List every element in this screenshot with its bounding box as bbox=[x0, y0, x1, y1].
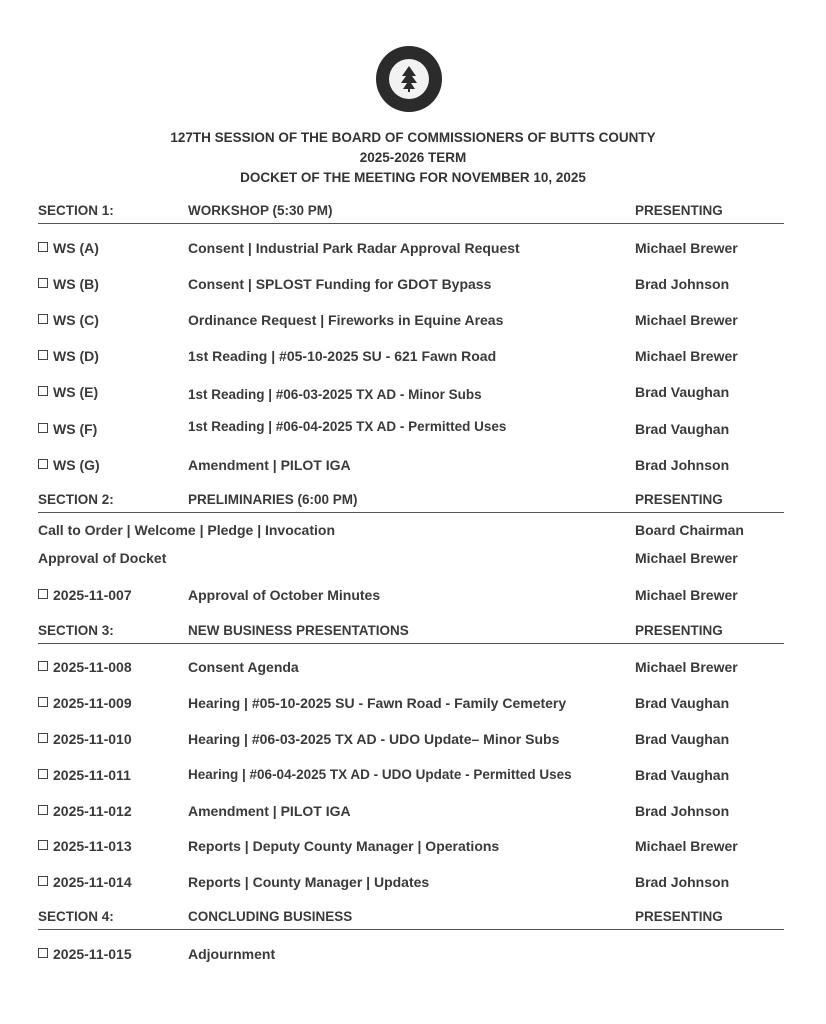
docket-item bbox=[38, 767, 784, 789]
presenting-header: PRESENTING bbox=[635, 203, 723, 218]
item-presenter: Michael Brewer bbox=[635, 348, 738, 364]
docket-item bbox=[38, 659, 784, 681]
docket-title: DOCKET OF THE MEETING FOR NOVEMBER 10, 2025 bbox=[240, 170, 586, 185]
item-id: 2025-11-008 bbox=[53, 659, 132, 675]
item-title: Hearing | #06-03-2025 TX AD - UDO Update– Minor Subs bbox=[188, 731, 560, 747]
docket-item bbox=[38, 421, 784, 443]
item-title: Approval of October Minutes bbox=[188, 587, 381, 603]
docket-item bbox=[38, 695, 784, 717]
docket-item bbox=[38, 731, 784, 753]
docket-item bbox=[38, 240, 784, 262]
docket-item bbox=[38, 384, 784, 406]
item-presenter: Michael Brewer bbox=[635, 838, 738, 854]
item-id: 2025-11-015 bbox=[53, 946, 132, 962]
section-label: SECTION 4: bbox=[38, 909, 114, 924]
item-id: WS (A) bbox=[53, 240, 99, 256]
docket-plain-item bbox=[38, 522, 784, 544]
checkbox[interactable] bbox=[38, 386, 48, 396]
item-title: Consent Agenda bbox=[188, 659, 299, 675]
docket-item bbox=[38, 946, 784, 968]
item-presenter: Brad Vaughan bbox=[635, 767, 730, 783]
county-seal-logo bbox=[376, 46, 442, 112]
item-title: Call to Order | Welcome | Pledge | Invocation bbox=[38, 522, 336, 538]
item-title: 1st Reading | #06-04-2025 TX AD - Permitted Uses bbox=[188, 419, 507, 434]
item-title: Hearing | #05-10-2025 SU - Fawn Road - Family Cemetery bbox=[188, 695, 567, 711]
item-id: WS (G) bbox=[53, 457, 100, 473]
checkbox[interactable] bbox=[38, 733, 48, 743]
tree-icon bbox=[389, 59, 429, 99]
docket-item bbox=[38, 312, 784, 334]
item-id: 2025-11-014 bbox=[53, 874, 132, 890]
item-id: WS (C) bbox=[53, 312, 99, 328]
checkbox[interactable] bbox=[38, 314, 48, 324]
docket-item bbox=[38, 838, 784, 860]
item-presenter: Michael Brewer bbox=[635, 587, 738, 603]
checkbox[interactable] bbox=[38, 661, 48, 671]
item-id: WS (D) bbox=[53, 348, 99, 364]
docket-item bbox=[38, 874, 784, 896]
item-title: Amendment | PILOT IGA bbox=[188, 457, 351, 473]
item-title: Adjournment bbox=[188, 946, 276, 962]
docket-item bbox=[38, 587, 784, 609]
checkbox[interactable] bbox=[38, 697, 48, 707]
item-title: Approval of Docket bbox=[38, 550, 167, 566]
section-header bbox=[38, 909, 784, 930]
item-presenter: Michael Brewer bbox=[635, 312, 738, 328]
section-label: SECTION 3: bbox=[38, 623, 114, 638]
item-title: Reports | County Manager | Updates bbox=[188, 874, 430, 890]
item-id: WS (B) bbox=[53, 276, 99, 292]
checkbox[interactable] bbox=[38, 840, 48, 850]
checkbox[interactable] bbox=[38, 423, 48, 433]
item-id: 2025-11-009 bbox=[53, 695, 132, 711]
presenting-header: PRESENTING bbox=[635, 492, 723, 507]
item-title: Reports | Deputy County Manager | Operations bbox=[188, 838, 500, 854]
item-id: WS (F) bbox=[53, 421, 98, 437]
item-id: 2025-11-012 bbox=[53, 803, 132, 819]
item-title: 1st Reading | #05-10-2025 SU - 621 Fawn Road bbox=[188, 348, 497, 364]
checkbox[interactable] bbox=[38, 948, 48, 958]
item-id: 2025-11-013 bbox=[53, 838, 132, 854]
checkbox[interactable] bbox=[38, 876, 48, 886]
item-presenter: Brad Johnson bbox=[635, 457, 730, 473]
checkbox[interactable] bbox=[38, 459, 48, 469]
item-id: 2025-11-007 bbox=[53, 587, 132, 603]
section-header bbox=[38, 203, 784, 224]
section-title: PRELIMINARIES (6:00 PM) bbox=[188, 492, 358, 507]
section-header bbox=[38, 492, 784, 513]
item-presenter: Michael Brewer bbox=[635, 550, 738, 566]
checkbox[interactable] bbox=[38, 242, 48, 252]
item-presenter: Michael Brewer bbox=[635, 240, 738, 256]
item-title: Consent | Industrial Park Radar Approval Request bbox=[188, 240, 520, 256]
section-label: SECTION 2: bbox=[38, 492, 114, 507]
section-title: WORKSHOP (5:30 PM) bbox=[188, 203, 333, 218]
section-label: SECTION 1: bbox=[38, 203, 114, 218]
session-title: 127TH SESSION OF THE BOARD OF COMMISSIONERS OF BUTTS COUNTY bbox=[170, 130, 656, 145]
item-title: Amendment | PILOT IGA bbox=[188, 803, 351, 819]
presenting-header: PRESENTING bbox=[635, 623, 723, 638]
docket-item bbox=[38, 457, 784, 479]
item-title: Consent | SPLOST Funding for GDOT Bypass bbox=[188, 276, 492, 292]
docket-item bbox=[38, 276, 784, 298]
section-title: NEW BUSINESS PRESENTATIONS bbox=[188, 623, 409, 638]
item-title: Hearing | #06-04-2025 TX AD - UDO Update - Permitted Uses bbox=[188, 767, 572, 782]
checkbox[interactable] bbox=[38, 589, 48, 599]
item-presenter: Brad Vaughan bbox=[635, 421, 730, 437]
docket-item bbox=[38, 803, 784, 825]
docket-header bbox=[0, 128, 826, 188]
item-id: 2025-11-011 bbox=[53, 767, 131, 783]
item-title: Ordinance Request | Fireworks in Equine Areas bbox=[188, 312, 504, 328]
item-presenter: Brad Johnson bbox=[635, 276, 730, 292]
docket-item bbox=[38, 348, 784, 370]
checkbox[interactable] bbox=[38, 278, 48, 288]
item-presenter: Brad Vaughan bbox=[635, 731, 730, 747]
section-header bbox=[38, 623, 784, 644]
checkbox[interactable] bbox=[38, 769, 48, 779]
item-presenter: Board Chairman bbox=[635, 522, 744, 538]
item-title: 1st Reading | #06-03-2025 TX AD - Minor Subs bbox=[188, 387, 482, 402]
section-title: CONCLUDING BUSINESS bbox=[188, 909, 353, 924]
item-id: WS (E) bbox=[53, 384, 99, 400]
docket-plain-item bbox=[38, 550, 784, 572]
checkbox[interactable] bbox=[38, 805, 48, 815]
item-presenter: Michael Brewer bbox=[635, 659, 738, 675]
checkbox[interactable] bbox=[38, 350, 48, 360]
item-presenter: Brad Johnson bbox=[635, 874, 730, 890]
term-title: 2025-2026 TERM bbox=[359, 150, 467, 165]
item-presenter: Brad Johnson bbox=[635, 803, 730, 819]
item-id: 2025-11-010 bbox=[53, 731, 132, 747]
item-presenter: Brad Vaughan bbox=[635, 695, 730, 711]
item-presenter: Brad Vaughan bbox=[635, 384, 730, 400]
presenting-header: PRESENTING bbox=[635, 909, 723, 924]
